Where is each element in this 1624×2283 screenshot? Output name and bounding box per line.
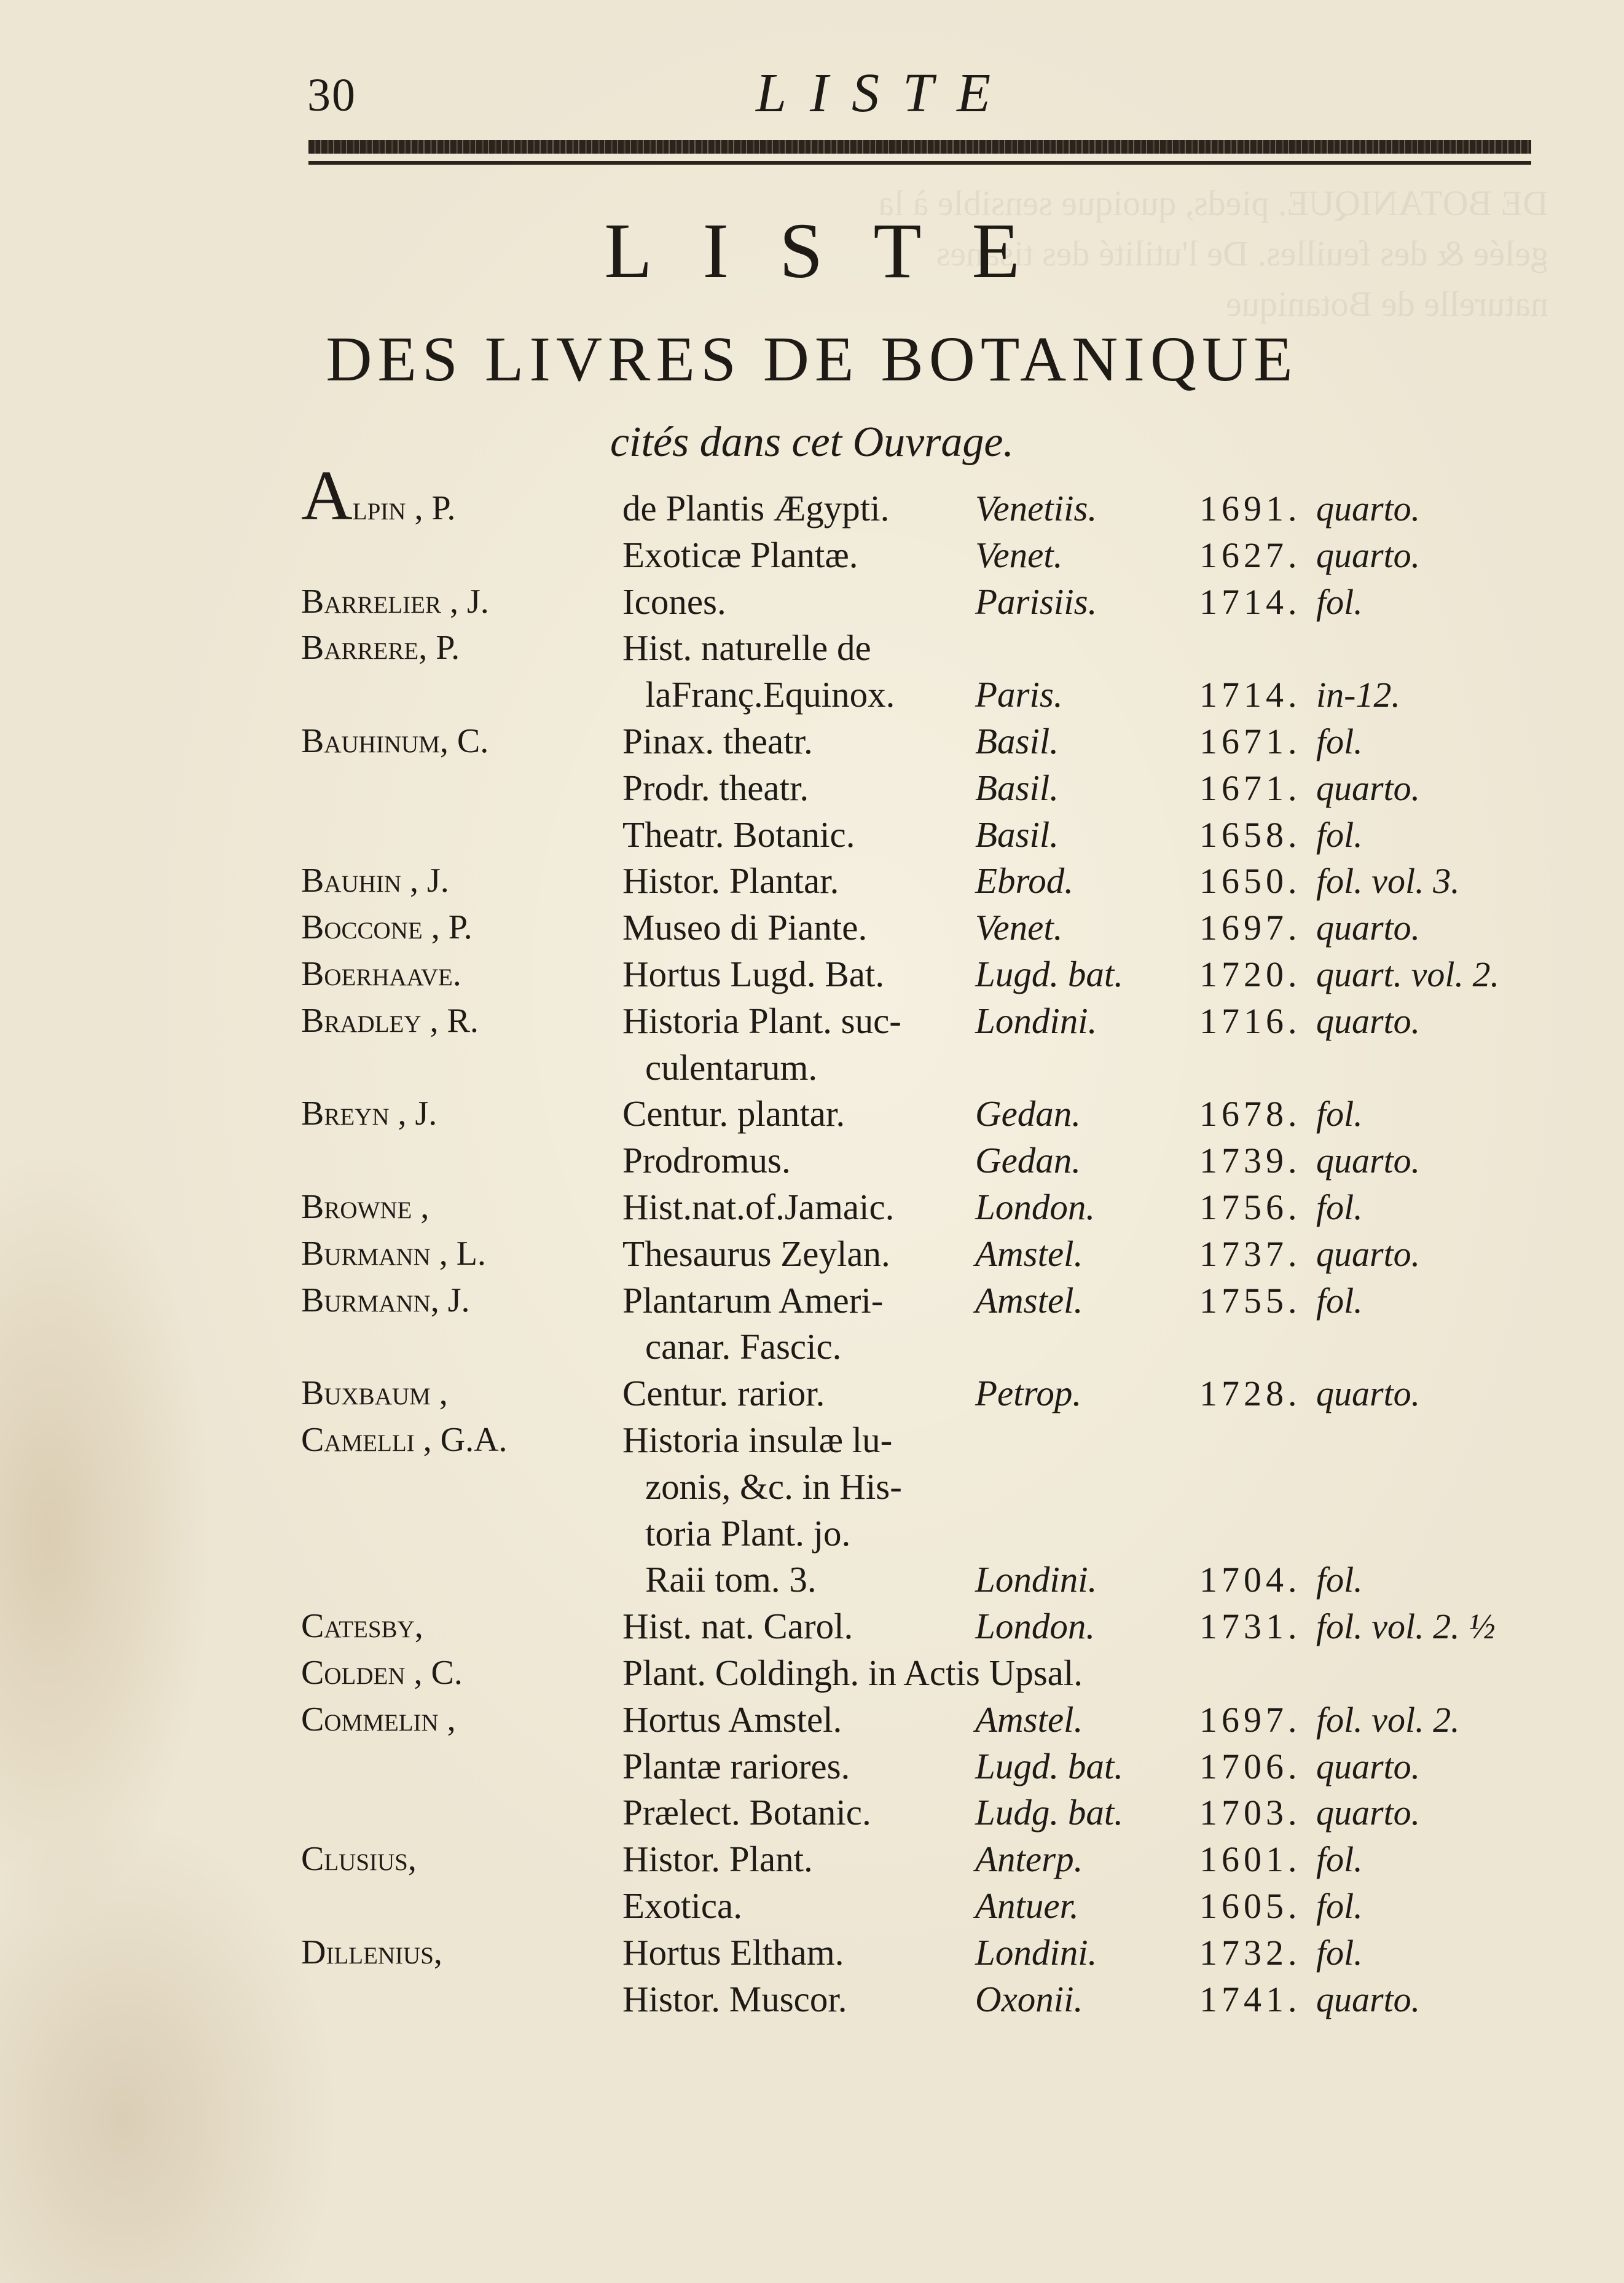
book-title: Histor. Plant. [622, 1839, 813, 1880]
book-title: Histor. Plantar. [622, 860, 839, 902]
author-name: Bauhin , J. [301, 862, 449, 900]
book-list [301, 457, 1591, 2022]
book-format: fol. [1316, 1560, 1363, 1600]
author-name: Catesby, [301, 1607, 423, 1646]
list-item [301, 1650, 1591, 1697]
author-name: Clusius, [301, 1840, 417, 1879]
rule-line [308, 161, 1531, 165]
list-item [301, 1091, 1591, 1138]
publication-place: Venet. [975, 907, 1063, 948]
author-name: Commelin , [301, 1700, 456, 1739]
author-name: Boerhaave. [301, 954, 461, 993]
book-title: Centur. rarior. [622, 1373, 825, 1414]
book-title: toria Plant. jo. [645, 1512, 851, 1554]
list-item [301, 1184, 1591, 1231]
book-title: Prodromus. [622, 1140, 791, 1181]
running-title: LISTE [756, 63, 1014, 124]
publication-year: 1739. [1199, 1141, 1301, 1181]
list-item [301, 1603, 1591, 1650]
publication-year: 1728. [1199, 1373, 1301, 1414]
list-item [301, 1045, 1591, 1091]
drop-cap: A [301, 457, 353, 535]
list-item [301, 1976, 1591, 2023]
book-title: Museo di Piante. [622, 907, 868, 948]
publication-place: Londini. [975, 1000, 1097, 1041]
author-name: Boccone , P. [301, 908, 473, 947]
author-name-rest: lpin , P. [352, 489, 456, 527]
list-item [301, 1464, 1591, 1511]
book-format: fol. [1316, 1885, 1363, 1926]
author-name: Breyn , J. [301, 1094, 437, 1133]
publication-year: 1714. [1199, 581, 1301, 622]
publication-year: 1706. [1199, 1746, 1301, 1786]
list-item [301, 718, 1591, 765]
list-item [301, 765, 1591, 812]
book-format: quarto. [1316, 1746, 1421, 1786]
publication-place: London. [975, 1186, 1096, 1227]
book-title: Plant. Coldingh. in Actis Upsal. [622, 1652, 1083, 1693]
book-format: fol. [1316, 721, 1363, 761]
book-format: quarto. [1316, 535, 1421, 575]
publication-place: Londini. [975, 1559, 1097, 1600]
publication-year: 1697. [1199, 1699, 1301, 1740]
book-title: Hortus Eltham. [622, 1931, 844, 1973]
author-name: Burmann , L. [301, 1234, 486, 1273]
publication-place: Amstel. [975, 1279, 1083, 1321]
book-title: Pinax. theatr. [622, 720, 813, 761]
publication-place: Ebrod. [975, 860, 1074, 902]
list-item [301, 1697, 1591, 1743]
publication-place: Gedan. [975, 1093, 1081, 1134]
list-item [301, 1417, 1591, 1464]
publication-place: Amstel. [975, 1699, 1083, 1740]
book-title: Prælect. Botanic. [622, 1792, 871, 1833]
list-item [301, 625, 1591, 672]
publication-year: 1671. [1199, 721, 1301, 761]
list-item [301, 532, 1591, 579]
publication-place: Oxonii. [975, 1978, 1083, 2019]
book-format: fol. [1316, 814, 1363, 855]
publication-year: 1716. [1199, 1000, 1301, 1041]
list-item [301, 858, 1591, 905]
book-title: de Plantis Ægypti. [622, 488, 890, 529]
book-format: quarto. [1316, 1000, 1421, 1041]
list-item [301, 1883, 1591, 1930]
publication-year: 1697. [1199, 908, 1301, 948]
book-title: laFranç.Equinox. [645, 674, 895, 715]
book-format: in-12. [1316, 675, 1400, 715]
page-title: LISTE [604, 207, 1070, 294]
publication-place: Amstel. [975, 1233, 1083, 1274]
book-title: Exoticæ Plantæ. [622, 534, 858, 575]
book-title: Hist. naturelle de [622, 627, 871, 669]
publication-year: 1627. [1199, 535, 1301, 575]
book-title: Centur. plantar. [622, 1093, 845, 1134]
book-title: culentarum. [645, 1047, 818, 1088]
book-title: Plantarum Ameri- [622, 1279, 884, 1321]
publication-place: Ludg. bat. [975, 1792, 1123, 1833]
list-item [301, 951, 1591, 998]
book-format: fol. [1316, 1094, 1363, 1134]
publication-year: 1737. [1199, 1233, 1301, 1274]
book-title: Prodr. theatr. [622, 767, 809, 808]
publication-year: 1756. [1199, 1187, 1301, 1227]
book-format: quarto. [1316, 1373, 1421, 1414]
publication-place: Londini. [975, 1931, 1097, 1973]
publication-year: 1671. [1199, 768, 1301, 808]
book-format: quarto. [1316, 1233, 1421, 1274]
book-format: fol. [1316, 1280, 1363, 1321]
author-name: Camelli , G.A. [301, 1420, 508, 1459]
book-title: Exotica. [622, 1885, 742, 1926]
book-title: Hortus Amstel. [622, 1699, 842, 1740]
book-format: quarto. [1316, 1793, 1421, 1833]
publication-place: Anterp. [975, 1839, 1083, 1880]
publication-place: Lugd. bat. [975, 953, 1123, 994]
list-item [301, 1138, 1591, 1184]
publication-year: 1755. [1199, 1280, 1301, 1321]
book-format: quarto. [1316, 1979, 1421, 2019]
book-title: Plantæ rariores. [622, 1745, 850, 1786]
author-name: Buxbaum , [301, 1374, 448, 1413]
list-item [301, 1231, 1591, 1278]
page-caption: cités dans cet Ouvrage. [610, 418, 1014, 466]
book-format: quarto. [1316, 489, 1421, 529]
book-title: Hist.nat.of.Jamaic. [622, 1186, 895, 1227]
list-item [301, 1324, 1591, 1370]
publication-place: Petrop. [975, 1373, 1082, 1414]
publication-year: 1732. [1199, 1932, 1301, 1973]
book-title: Historia Plant. suc- [622, 1000, 901, 1041]
book-format: quarto. [1316, 908, 1421, 948]
book-format: fol. [1316, 1187, 1363, 1227]
list-item [301, 1930, 1591, 1976]
ornamental-rule [308, 140, 1531, 154]
publication-place: Paris. [975, 674, 1063, 715]
book-title: zonis, &c. in His- [645, 1466, 902, 1507]
list-item [301, 672, 1591, 718]
book-format: fol. [1316, 1932, 1363, 1973]
list-item [301, 579, 1591, 626]
list-item [301, 1511, 1591, 1557]
book-format: quarto. [1316, 768, 1421, 808]
publication-year: 1714. [1199, 675, 1301, 715]
publication-year: 1658. [1199, 814, 1301, 855]
publication-year: 1650. [1199, 861, 1301, 902]
book-title: Historia insulæ lu- [622, 1419, 893, 1460]
author-name: Colden , C. [301, 1653, 463, 1692]
book-format: fol. vol. 3. [1316, 861, 1460, 902]
book-title: Thesaurus Zeylan. [622, 1233, 890, 1274]
book-title: canar. Fascic. [645, 1326, 842, 1367]
publication-year: 1703. [1199, 1793, 1301, 1833]
book-title: Raii tom. 3. [645, 1559, 817, 1600]
publication-year: 1731. [1199, 1606, 1301, 1647]
book-format: quart. vol. 2. [1316, 954, 1500, 994]
publication-place: Venetiis. [975, 488, 1097, 529]
publication-place: London. [975, 1606, 1096, 1647]
publication-place: Basil. [975, 767, 1059, 808]
running-head [0, 0, 1624, 178]
publication-year: 1678. [1199, 1094, 1301, 1134]
book-title: Theatr. Botanic. [622, 814, 855, 855]
book-format: fol. vol. 2. [1316, 1699, 1460, 1740]
publication-place: Venet. [975, 534, 1063, 575]
book-title: Histor. Muscor. [622, 1978, 847, 2019]
list-item [301, 998, 1591, 1045]
list-item [301, 1790, 1591, 1836]
author-name: Barrere, P. [301, 629, 460, 667]
book-format: fol. vol. 2. ½ [1316, 1606, 1496, 1647]
publication-place: Parisiis. [975, 581, 1097, 622]
publication-place: Basil. [975, 814, 1059, 855]
author-name: Burmann, J. [301, 1281, 470, 1319]
list-item [301, 1557, 1591, 1603]
author-name: Dillenius, [301, 1933, 442, 1971]
page-subtitle: DES LIVRES DE BOTANIQUE [326, 324, 1298, 395]
list-item [301, 1743, 1591, 1790]
author-name [301, 457, 456, 535]
publication-year: 1605. [1199, 1885, 1301, 1926]
book-title: Hist. nat. Carol. [622, 1606, 853, 1647]
book-title: Icones. [622, 581, 726, 622]
publication-year: 1691. [1199, 489, 1301, 529]
publication-year: 1704. [1199, 1560, 1301, 1600]
list-item [301, 1370, 1591, 1417]
list-item [301, 1836, 1591, 1883]
author-name: Bauhinum, C. [301, 721, 489, 760]
publication-year: 1720. [1199, 954, 1301, 994]
page-number: 30 [307, 69, 356, 121]
publication-place: Gedan. [975, 1140, 1081, 1181]
book-format: fol. [1316, 581, 1363, 622]
list-item [301, 1278, 1591, 1324]
publication-place: Antuer. [975, 1885, 1079, 1926]
list-item [301, 905, 1591, 951]
author-name: Browne , [301, 1187, 430, 1226]
publication-place: Lugd. bat. [975, 1745, 1123, 1786]
publication-year: 1741. [1199, 1979, 1301, 2019]
publication-place: Basil. [975, 720, 1059, 761]
book-format: fol. [1316, 1839, 1363, 1880]
book-title: Hortus Lugd. Bat. [622, 953, 885, 994]
list-item [301, 457, 1591, 535]
author-name: Bradley , R. [301, 1001, 479, 1040]
list-item [301, 812, 1591, 859]
author-name: Barrelier , J. [301, 582, 489, 621]
publication-year: 1601. [1199, 1839, 1301, 1880]
book-format: quarto. [1316, 1141, 1421, 1181]
bleed-through-text: DE BOTANIQUE. pieds, quoique sensible à la gelée & des feuilles. De l'utilité des tisanes naturelle de Botanique [878, 183, 1548, 324]
